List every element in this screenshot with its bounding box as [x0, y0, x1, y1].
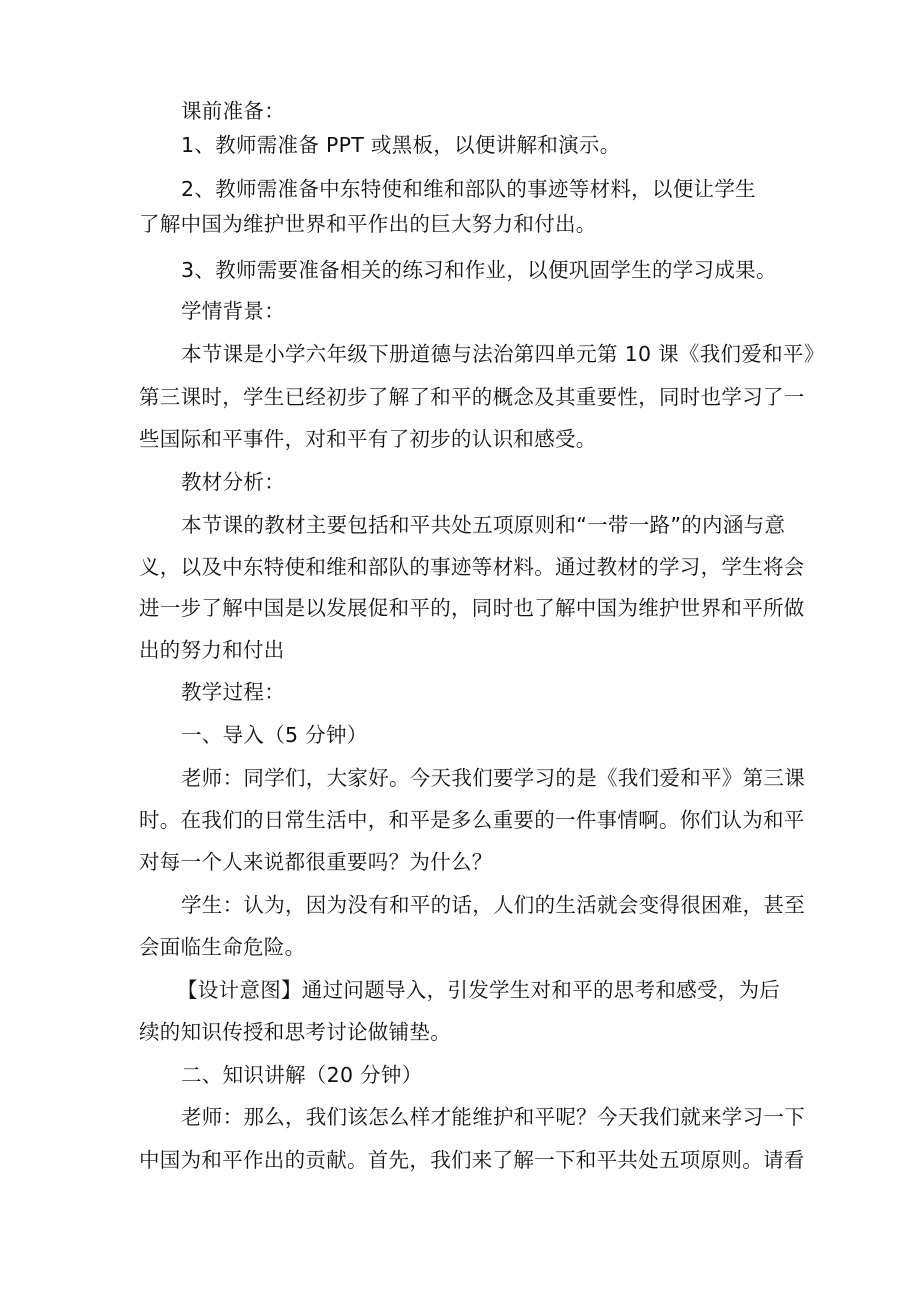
student-dialogue-line-1: 学生：认为，因为没有和平的话，人们的生活就会变得很困难，甚至: [181, 893, 805, 917]
heading-pre-class-preparation: 课前准备：: [181, 99, 285, 123]
design-intent-line-2: 续的知识传授和思考讨论做铺垫。: [139, 1020, 451, 1044]
analysis-paragraph-line-1: 本节课的教材主要包括和平共处五项原则和“一带一路”的内涵与意: [181, 513, 786, 537]
background-paragraph-line-3: 些国际和平事件，对和平有了初步的认识和感受。: [139, 427, 597, 451]
preparation-item-2-line-2: 了解中国为维护世界和平作出的巨大努力和付出。: [139, 212, 597, 236]
teacher-dialogue-1-line-3: 对每一个人来说都很重要吗？为什么？: [139, 850, 493, 874]
student-dialogue-line-2: 会面临生命危险。: [139, 935, 306, 959]
section-introduction-title: 一、导入（5 分钟）: [181, 723, 368, 747]
teacher-dialogue-2-line-1: 老师：那么，我们该怎么样才能维护和平呢？今天我们就来学习一下: [181, 1105, 805, 1129]
preparation-item-3: 3、教师需要准备相关的练习和作业，以便巩固学生的学习成果。: [181, 258, 777, 282]
heading-teaching-process: 教学过程：: [181, 680, 285, 704]
analysis-paragraph-line-2: 义，以及中东特使和维和部队的事迹等材料。通过教材的学习，学生将会: [139, 555, 805, 579]
heading-textbook-analysis: 教材分析：: [181, 470, 285, 494]
heading-learning-background: 学情背景：: [181, 299, 285, 323]
background-paragraph-line-2: 第三课时，学生已经初步了解了和平的概念及其重要性，同时也学习了一: [139, 385, 805, 409]
section-knowledge-title: 二、知识讲解（20 分钟）: [181, 1063, 423, 1087]
analysis-paragraph-line-3: 进一步了解中国是以发展促和平的，同时也了解中国为维护世界和平所做: [139, 596, 805, 620]
design-intent-line-1: 【设计意图】通过问题导入，引发学生对和平的思考和感受，为后: [177, 978, 781, 1002]
teacher-dialogue-1-line-1: 老师：同学们，大家好。今天我们要学习的是《我们爱和平》第三课: [181, 766, 805, 790]
teacher-dialogue-2-line-2: 中国为和平作出的贡献。首先，我们来了解一下和平共处五项原则。请看: [139, 1148, 805, 1172]
preparation-item-2-line-1: 2、教师需准备中东特使和维和部队的事迹等材料，以便让学生: [181, 177, 756, 201]
teacher-dialogue-1-line-2: 时。在我们的日常生活中，和平是多么重要的一件事情啊。你们认为和平: [139, 808, 805, 832]
background-paragraph-line-1: 本节课是小学六年级下册道德与法治第四单元第 10 课《我们爱和平》: [181, 342, 825, 366]
analysis-paragraph-line-4: 出的努力和付出: [139, 638, 285, 662]
preparation-item-1: 1、教师需准备 PPT 或黑板，以便讲解和演示。: [181, 133, 621, 157]
